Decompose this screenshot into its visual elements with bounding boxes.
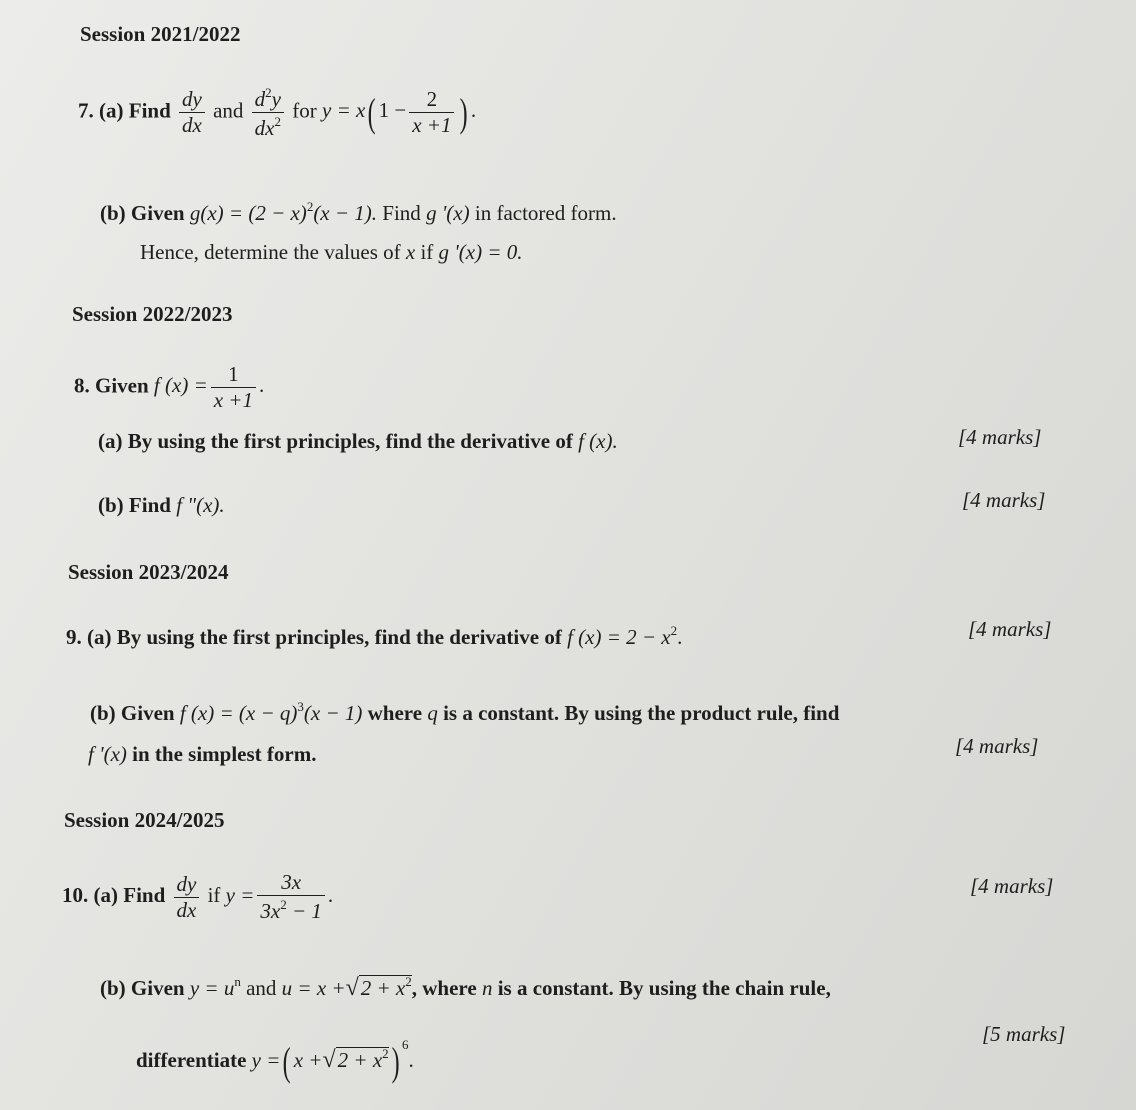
dy-dx-fraction-10: $\frac{dy}{dx}$ (174, 874, 200, 921)
question-8: 8. Given f (x) = $\frac{1}{x +1}$ . (74, 362, 265, 412)
question-7b: (b) Given $g(x) = (2 - x)^2(x - 1)$. Find g '(x) in factored form. (100, 199, 617, 225)
question-9b-cont: f '(x) in the simplest form. (88, 742, 317, 766)
question-9a: 9. (a) By using the first principles, find the derivative of f $(x) = 2 - x^2$. (66, 623, 683, 649)
question-7a: 7. (a) Find $\frac{dy}{dx}$ and $\frac{d^2y}{dx^2}$ for y = x( 1 − $\frac{2}{x +1}$ ) . (78, 85, 477, 140)
d2y-dx2-fraction: $\frac{d^2y}{dx^2}$ (252, 86, 284, 139)
question-9b: (b) Given f $(x) = (x - q)^3(x - 1)$ where q is a constant. By using the product rule, find (90, 699, 840, 725)
question-10a: 10. (a) Find $\frac{dy}{dx}$ if y = $\frac{3x}{3x^2 - 1}$ . (62, 870, 334, 923)
session-header-2024: Session 2024/2025 (64, 808, 225, 832)
question-9b-marks: [4 marks] (955, 734, 1039, 758)
q7-expression: y = x( 1 − $\frac{2}{x +1}$ ) . (322, 87, 477, 137)
question-10b-marks: [5 marks] (982, 1022, 1066, 1046)
question-10b: (b) Given $y = u^n$ and $u = x +√2 + x^2$, where n is a constant. By using the chain rule, (100, 974, 831, 1001)
session-header-2022: Session 2022/2023 (72, 302, 233, 326)
question-9a-marks: [4 marks] (968, 617, 1052, 641)
question-10b-differentiate: differentiate y =( $x +√2 + x^2$) $^6$. (136, 1037, 414, 1085)
question-8b-marks: [4 marks] (962, 488, 1046, 512)
dy-dx-fraction: $\frac{dy}{dx}$ (179, 89, 205, 136)
session-header-2023: Session 2023/2024 (68, 560, 229, 584)
question-8a: (a) By using the first principles, find the derivative of f (x). (98, 429, 618, 453)
session-header-2021: Session 2021/2022 (80, 22, 241, 46)
question-8b: (b) Find f "(x). (98, 493, 225, 517)
question-7b-hence: Hence, determine the values of x if g '(x) = 0. (140, 240, 523, 264)
question-8a-marks: [4 marks] (958, 425, 1042, 449)
question-10a-marks: [4 marks] (970, 874, 1054, 898)
